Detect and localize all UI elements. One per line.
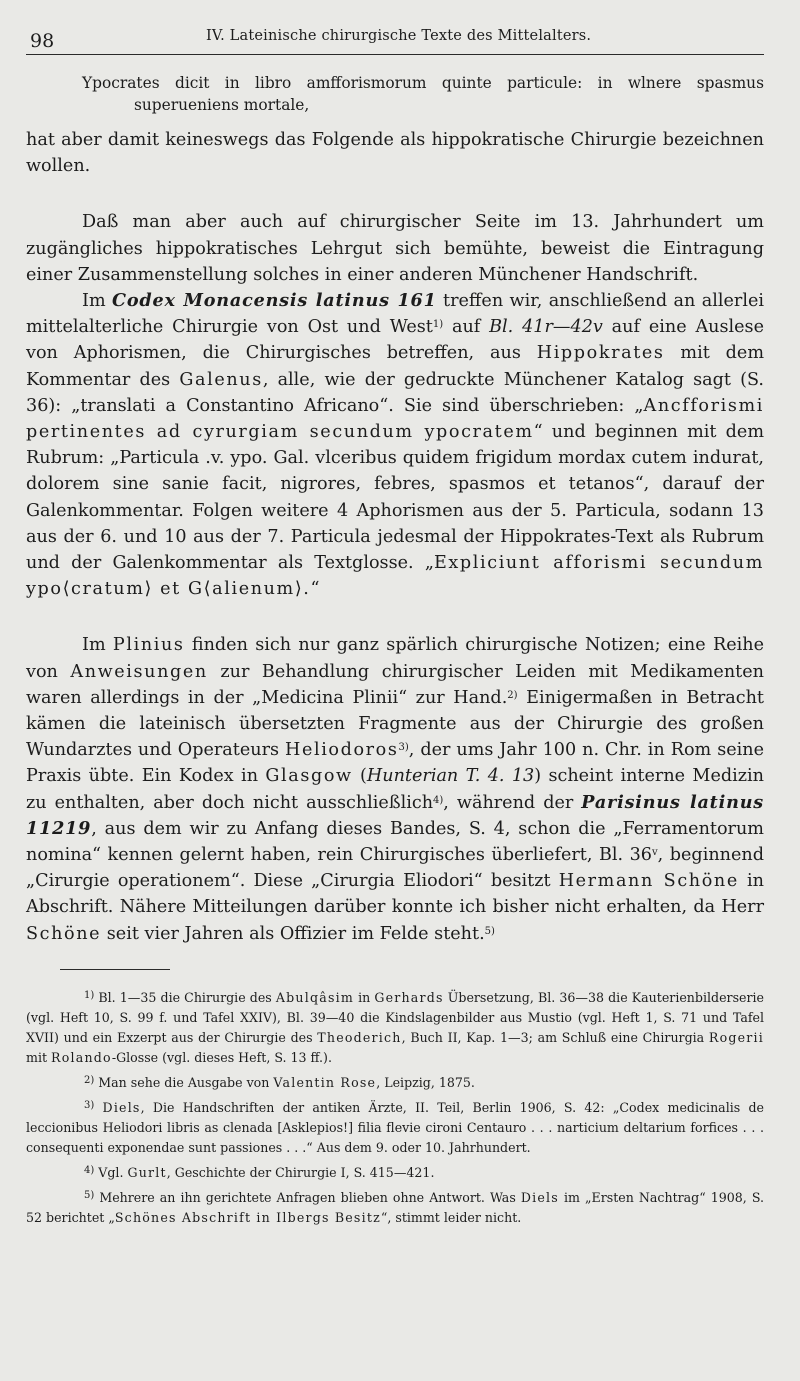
verso-mark: v (652, 847, 658, 859)
codex-name: Codex Monacensis latinus 161 (112, 290, 437, 312)
name-schoene-2: Schöne (26, 923, 102, 944)
text-run: auf (443, 317, 490, 338)
text-run: Im (82, 635, 113, 656)
text-run: Vgl. (94, 1165, 128, 1180)
text-run: “, stimmt leider nicht. (380, 1210, 522, 1225)
text-run: mit dem Kommentar des (26, 343, 764, 390)
footnote-marker: 1) (84, 990, 95, 1001)
term-anweisungen: Anweisungen (70, 661, 208, 682)
name-schoene: Hermann Schöne (558, 871, 739, 892)
text-run: finden sich nur ganz spärlich chirurgische Notizen; eine Reihe von (26, 635, 764, 682)
name-abulqasim: Abulqâsim (275, 990, 354, 1005)
explicit-title: Expliciunt afforismi secundum ypo⟨cratum⟩ et G⟨alienum⟩. (26, 553, 765, 600)
place-glasgow: Glasgow (265, 766, 353, 787)
text-run: Übersetzung, Bl. 36—38 die Kauterienbilderserie (vgl. Heft 10, S. 99 f. und Tafel XXIV), Bl. 39—40 die Kindslagenbilder aus Mustio (vgl. Heft 1, S. 71 und Tafel XVII) und ein Exzerpt aus der Chirurgie des (26, 990, 764, 1045)
footnote-ref-3[interactable]: 3) (398, 742, 409, 754)
text-run: in Abschrift. Nähere Mitteilungen darüber konnte ich bisher nicht erhalten, da Herr (26, 871, 764, 918)
text-run: Im (82, 291, 113, 312)
text-run: , der ums Jahr 100 n. Chr. in Rom seine Praxis übte. Ein Kodex in (26, 740, 764, 787)
text-run: , aus dem wir zu Anfang dieses Bandes, S. 4, schon die „Ferramentorum nomina“ kennen gelernt haben, rein Chirurgisches überliefert, Bl. 36 (26, 818, 764, 866)
main-text (26, 72, 764, 947)
text-run: , Buch II, Kap. 1—3; am Schluß eine Chirurgia (401, 1030, 709, 1045)
name-diels: Diels (102, 1100, 141, 1115)
text-run: , alle, wie der gedruckte Münchener Katalog sagt (S. 36): „translati a Constantino Africano“. Sie sind überschrieben: „ (26, 369, 764, 416)
name-gurlt: Gurlt (127, 1165, 167, 1180)
footnote-3 (26, 1098, 764, 1158)
footnote-2 (26, 1073, 764, 1093)
text-run: in (353, 990, 375, 1005)
running-head: IV. Lateinische chirurgische Texte des Mittelalters. (206, 28, 592, 44)
hunterian-shelfmark: Hunterian T. 4. 13 (366, 766, 535, 787)
name-plinius: Plinius (112, 635, 185, 656)
footnote-ref-2[interactable]: 2) (507, 689, 518, 701)
text-run: , Geschichte der Chirurgie I, S. 415—421. (166, 1165, 435, 1180)
text-run: treffen wir, anschließend an allerlei mittelalterliche Chirurgie von Ost und West (26, 291, 764, 338)
name-gerhards: Gerhards (374, 990, 444, 1005)
text-run: , Leipzig, 1875. (376, 1075, 475, 1090)
latin-quote: Ypocrates dicit in libro amfforismorum quinte particule: in wlnere spasmus superueniens mortale, (82, 74, 764, 114)
text-run: , Die Handschriften der antiken Ärzte, II. Teil, Berlin 1906, S. 42: „Codex medicinalis de leccionibus Heliodori libris as clenada [Asklepios!] filia flevie cironi Centauro . . . narticium deltarium forfices . . . consequenti exponendae sunt passiones . . .“ Aus dem 9. oder 10. Jahrhundert. (26, 1100, 764, 1155)
text-run: Bl. 1—35 die Chirurgie des (94, 990, 276, 1005)
paragraph-1: hat aber damit keineswegs das Folgende als hippokratische Chirurgie bezeichnen wollen. (26, 130, 764, 177)
footnote-marker: 3) (84, 1100, 95, 1111)
text-run: mit (26, 1050, 52, 1065)
text-run: , während der (443, 792, 582, 813)
name-rogerii: Rogerii (708, 1030, 764, 1045)
name-theoderich: Theoderich (317, 1030, 402, 1045)
text-run: , beginnend „Cirurgie operationem“. Diese „Cirurgia Eliodori“ besitzt (26, 845, 764, 892)
text-run: zur Behandlung chirurgischer Leiden mit Medikamenten waren allerdings in der „Medicina Plinii“ zur Hand. (26, 661, 764, 708)
page-number: 98 (30, 30, 55, 52)
codex-parisinus: Parisinus latinus 11219 (26, 791, 764, 839)
folio-reference: Bl. 41r—42v (489, 317, 603, 338)
footnotes (26, 988, 764, 1233)
name-hippokrates: Hippokrates (536, 343, 665, 364)
footnote-1 (26, 988, 764, 1068)
footnote-marker: 4) (84, 1165, 95, 1176)
name-galenus: Galenus (179, 369, 263, 390)
text-run: im „Ersten Nachtrag“ 1908, S. 52 berichtet „ (26, 1190, 764, 1225)
footnote-marker: 2) (84, 1075, 95, 1086)
text-run: Einigermaßen in Betracht kämen die lateinisch übersetzten Fragmente aus der Chirurgie des großen Wundarztes und Operateurs (26, 687, 764, 761)
name-diels-2: Diels (520, 1190, 559, 1205)
paragraph-3 (26, 288, 764, 602)
footnote-4 (26, 1163, 764, 1183)
paragraph-2: Daß man aber auch auf chirurgischer Seite im 13. Jahrhundert um zugängliches hippokratisches Lehrgut sich bemühte, beweist die Eintragung einer Zusammenstellung solches in einer anderen Münchener Handschrift. (26, 212, 764, 285)
footnote-ref-5[interactable]: 5) (484, 925, 495, 937)
text-run: Man sehe die Ausgabe von (94, 1075, 274, 1090)
footnote-ref-4[interactable]: 4) (433, 794, 444, 806)
text-run: -Glosse (vgl. dieses Heft, S. 13 ff.). (111, 1050, 332, 1065)
text-run: ) scheint interne Medizin zu enthalten, aber doch nicht ausschließlich (26, 766, 764, 813)
text-run: ( (352, 766, 367, 787)
text-run: “ (310, 579, 320, 600)
quoted-note: Schönes Abschrift in Ilbergs Besitz (114, 1210, 381, 1225)
text-run: seit vier Jahren als Offizier im Felde steht. (101, 923, 485, 944)
manuscript-title: Ancfforismi pertinentes ad cyrurgiam secundum ypocratem (26, 395, 764, 443)
footnote-divider (60, 969, 170, 970)
name-rolando: Rolando (51, 1050, 112, 1065)
footnote-ref-1[interactable]: 1) (432, 319, 444, 331)
text-run: auf eine Auslese von Aphorismen, die Chirurgisches betreffen, aus (26, 317, 764, 364)
footnote-marker: 5) (84, 1190, 95, 1201)
name-rose: Valentin Rose (273, 1075, 377, 1090)
name-heliodoros: Heliodoros (285, 740, 399, 761)
text-run: Mehrere an ihn gerichtete Anfragen blieben ohne Antwort. Was (94, 1190, 521, 1205)
footnote-5 (26, 1188, 764, 1228)
text-run: “ und beginnen mit dem Rubrum: „Particula .v. ypo. Gal. vlceribus quidem frigidum mordax cutem indurat, dolorem sine sanie facit, nigrores, febres, spasmos et tetanos“, darauf der Galenkommentar. Folgen weitere 4 Aphorismen aus der 5. Particula, sodann 13 aus der 6. und 10 aus der 7. Particula jedesmal der Hippokrates-Text als Rubrum und der Galenkommentar als Textglosse. „ (26, 422, 764, 574)
page-header (26, 20, 764, 55)
paragraph-4 (26, 632, 764, 946)
